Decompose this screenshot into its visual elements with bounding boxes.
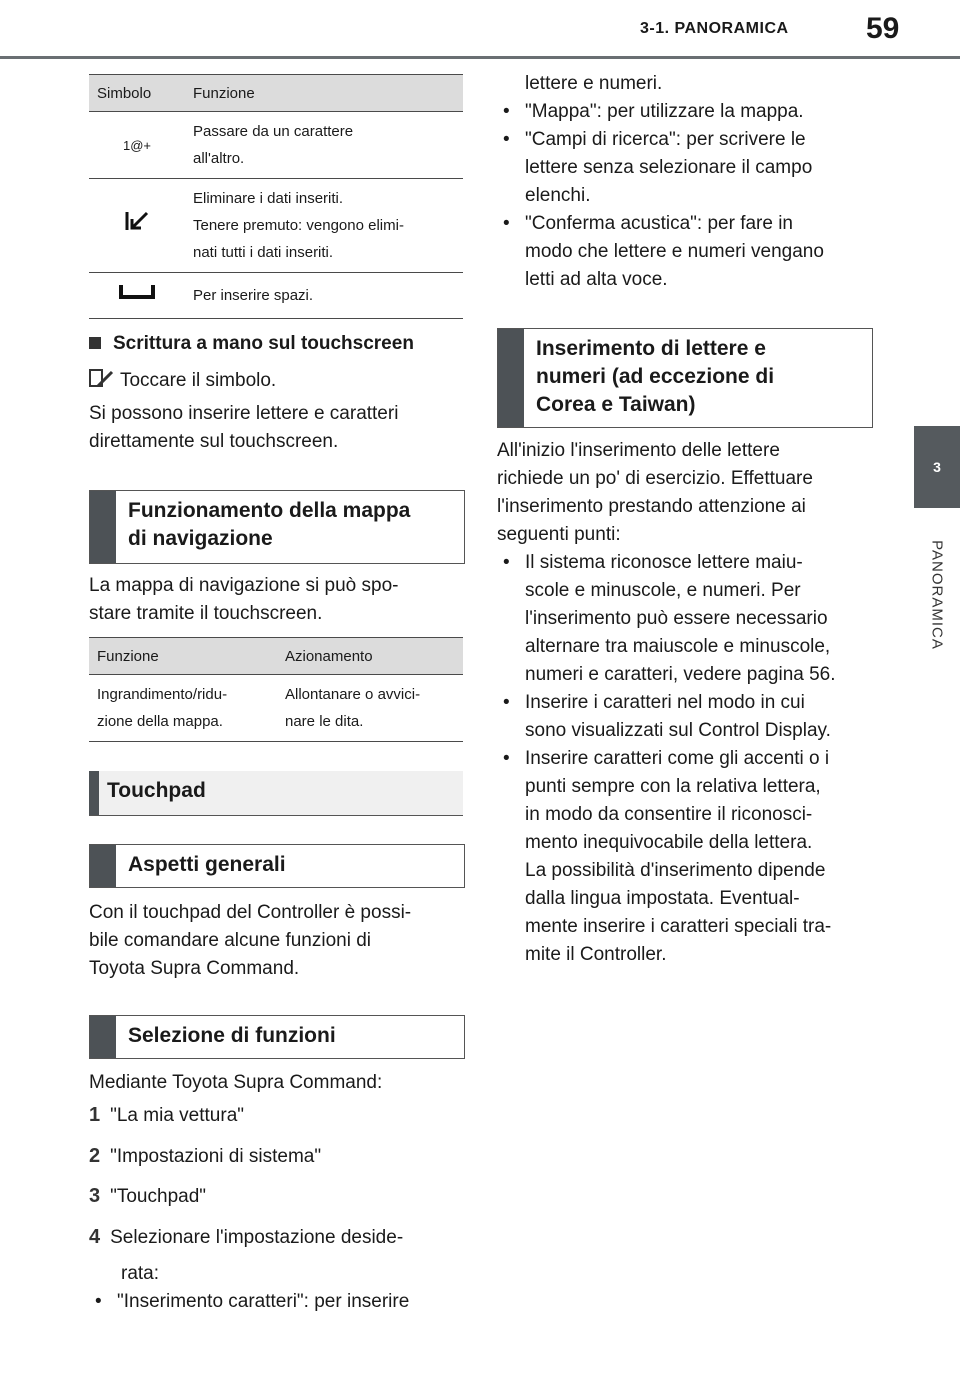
table-row — [89, 179, 463, 273]
list-item: • Il sistema riconosce lettere maiu- scole e minuscole, e numeri. Per l'inserimento può essere necessario alternare tra maiuscole e minuscole, numeri e caratteri, vedere pagina 56. — [497, 549, 887, 689]
switch-chars-icon: 1@+ — [89, 112, 185, 179]
letters-text: All'inizio l'inserimento delle lettere richiede un po' di esercizio. Effettuare l'inserimento prestando attenzione ai seguenti punti: — [497, 440, 813, 545]
page-number: 59 — [866, 12, 900, 45]
map-action-header: Azionamento — [277, 638, 463, 675]
step-1: 1 "La mia vettura" — [89, 1104, 245, 1126]
letters-bullets — [497, 549, 887, 969]
list-item: • Inserire i caratteri nel modo in cui sono visualizzati sul Control Display. — [497, 689, 887, 745]
tap-symbol-line: Toccare il simbolo. — [89, 367, 276, 395]
map-section-heading: Funzionamento della mappa di navigazione — [89, 490, 465, 564]
general-heading: Aspetti generali — [89, 844, 465, 888]
select-bullets-right — [497, 98, 877, 294]
cell-text: all'altro. — [193, 150, 245, 167]
handwriting-icon — [89, 368, 115, 390]
step-3: 3 "Touchpad" — [89, 1185, 207, 1207]
space-icon — [89, 273, 185, 319]
cell-text: Passare da un carattere — [193, 123, 354, 140]
general-text: Con il touchpad del Controller è possi- bile comandare alcune funzioni di Toyota Supra Command. — [89, 902, 412, 979]
header-rule — [0, 56, 960, 59]
handwriting-text: Si possono inserire lettere e caratteri direttamente sul touchscreen. — [89, 403, 399, 452]
map-text: La mappa di navigazione si può spo- stare tramite il touchscreen. — [89, 575, 399, 624]
table-row — [89, 273, 463, 319]
symbol-header: Simbolo — [89, 75, 185, 112]
section-title: 3-1. PANORAMICA — [640, 20, 789, 37]
bullet-continuation: lettere e numeri. — [525, 73, 663, 94]
step-4: 4 Selezionare l'impostazione deside- rata: — [89, 1226, 404, 1284]
list-item: • "Campi di ricerca": per scrivere le lettere senza selezionare il campo elenchi. — [497, 126, 877, 210]
function-header: Funzione — [185, 75, 463, 112]
select-bullets-left — [89, 1288, 469, 1316]
cell-text: Tenere premuto: vengono elimi- — [193, 217, 404, 234]
cell-text: Per inserire spazi. — [193, 287, 314, 304]
list-item: • Inserire caratteri come gli accenti o i punti sempre con la relativa lettera, in modo da consentire il riconosci- mento inequivocabile della lettera. La possibilità d'inserimento dipende dalla lingua impostata. Eventual- mente inserire i caratteri speciali tra- mite il Controller. — [497, 745, 887, 969]
square-bullet-icon — [89, 337, 101, 349]
list-item: • "Inserimento caratteri": per inserire — [89, 1288, 469, 1316]
letters-heading: Inserimento di lettere e numeri (ad eccezione di Corea e Taiwan) — [497, 328, 873, 428]
map-func-header: Funzione — [89, 638, 277, 675]
map-table — [89, 637, 463, 742]
symbol-table — [89, 74, 463, 319]
cell-text: Eliminare i dati inseriti. — [193, 190, 344, 207]
chapter-tab: 3 — [914, 426, 960, 508]
table-row: Ingrandimento/ridu- zione della mappa. Allontanare o avvici- nare le dita. — [89, 675, 463, 742]
step-2: 2 "Impostazioni di sistema" — [89, 1145, 322, 1167]
handwriting-heading: Scrittura a mano sul touchscreen — [89, 333, 414, 355]
chapter-label: PANORAMICA — [928, 540, 946, 650]
list-item: • "Mappa": per utilizzare la mappa. — [497, 98, 877, 126]
select-heading: Selezione di funzioni — [89, 1015, 465, 1059]
delete-icon — [89, 179, 185, 273]
cell-text: nati tutti i dati inseriti. — [193, 244, 334, 261]
table-row — [89, 112, 463, 179]
touchpad-heading: Touchpad — [89, 771, 463, 816]
list-item: • "Conferma acustica": per fare in modo che lettere e numeri vengano letti ad alta voce. — [497, 210, 877, 294]
select-intro: Mediante Toyota Supra Command: — [89, 1072, 383, 1093]
